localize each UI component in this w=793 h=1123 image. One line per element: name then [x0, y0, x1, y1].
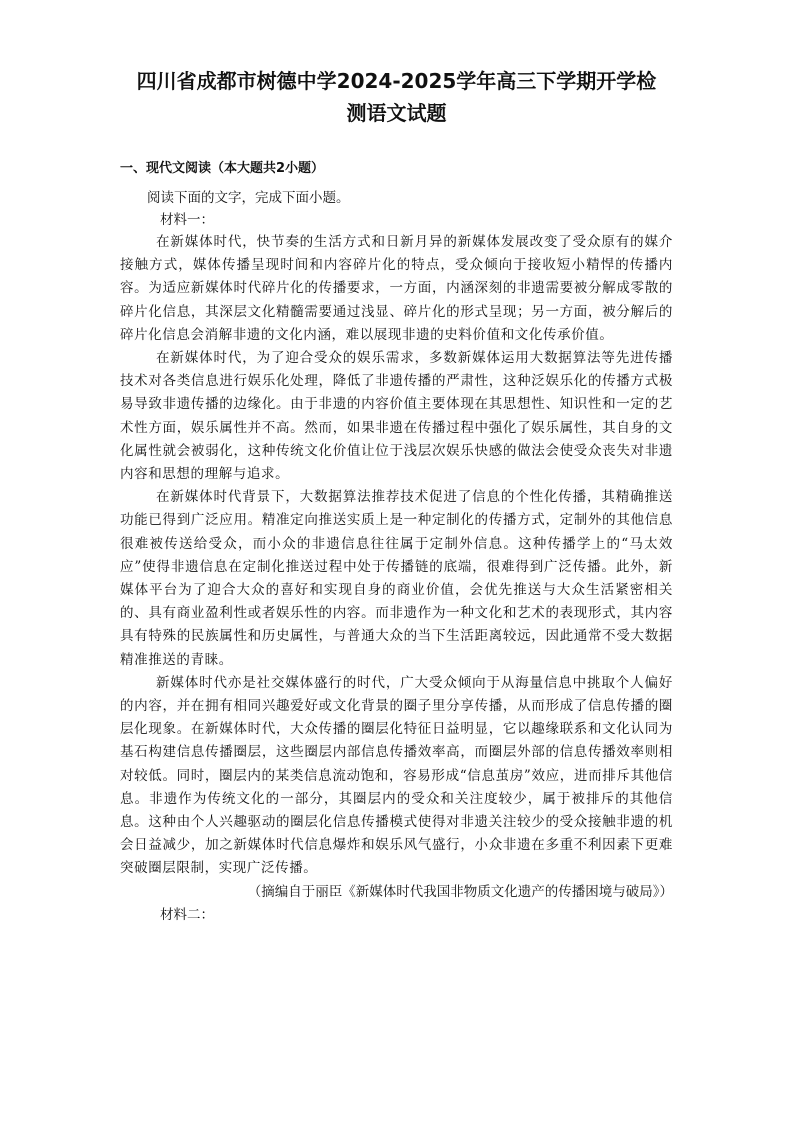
title-line-1: 四川省成都市树德中学2024-2025学年高三下学期开学检 — [136, 69, 657, 93]
paragraph-1: 在新媒体时代，快节奏的生活方式和日新月异的新媒体发展改变了受众原有的媒介接触方式，媒体传播呈现时间和内容碎片化的特点，受众倾向于接收短小精悍的传播内容。为适应新媒体时代碎片化的传播要求，一方面，内涵深刻的非遗需要被分解成零散的碎片化信息，其深层文化精髓需要通过浅显、碎片化的形式呈现；另一方面，被分解后的碎片化信息会消解非遗的文化内涵，难以展现非遗的史料价值和文化传承价值。 — [120, 234, 673, 343]
paragraph-4: 新媒体时代亦是社交媒体盛行的时代，广大受众倾向于从海量信息中挑取个人偏好的内容，并在拥有相同兴趣爱好或文化背景的圈子里分享传播，从而形成了信息传播的圈层化现象。在新媒体时代，大众传播的圈层化特征日益明显，它以趣缘联系和文化认同为基石构建信息传播圈层，这些圈层内部信息传播效率高，而圈层外部的信息传播效率则相对较低。同时，圈层内的某类信息流动饱和，容易形成“信息茧房”效应，进而排斥其他信息。非遗作为传统文化的一部分，其圈层内的受众和关注度较少，属于被排斥的其他信息。这种由个人兴趣驱动的圈层化信息传播模式使得对非遗关注较少的受众接触非遗的机会日益减少，加之新媒体时代信息爆炸和娱乐风气盛行，小众非遗在多重不利因素下更难突破圈层限制，实现广泛传播。 — [120, 674, 673, 877]
material-2-label: 材料二： — [160, 906, 214, 923]
reading-instruction: 阅读下面的文字，完成下面小题。 — [147, 190, 350, 206]
document-title — [120, 65, 673, 129]
source-citation: （摘编自于丽臣《新媒体时代我国非物质文化遗产的传播困境与破局》） — [247, 883, 673, 900]
paragraph-3: 在新媒体时代背景下，大数据算法推荐技术促进了信息的个性化传播，其精确推送功能已得到广泛应用。精准定向推送实质上是一种定制化的传播方式，定制外的其他信息很难被传送给受众，而小众的非遗信息往往属于定制外信息。这种传播学上的“马太效应”使得非遗信息在定制化推送过程中处于传播链的底端，很难得到广泛传播。此外，新媒体平台为了迎合大众的喜好和实现自身的商业价值，会优先推送与大众生活紧密相关的、具有商业盈利性或者娱乐性的内容。而非遗作为一种文化和艺术的表现形式，其内容具有特殊的民族属性和历史属性，与普通大众的当下生活距离较远，因此通常不受大数据精准推送的青睐。 — [120, 489, 673, 668]
title-line-2: 测语文试题 — [346, 101, 447, 125]
material-1-label: 材料一： — [160, 212, 214, 228]
section-heading: 一、现代文阅读（本大题共2小题） — [120, 161, 325, 176]
paragraph-2: 在新媒体时代，为了迎合受众的娱乐需求，多数新媒体运用大数据算法等先进传播技术对各类信息进行娱乐化处理，降低了非遗传播的严肃性，这种泛娱乐化的传播方式极易导致非遗传播的边缘化。由于非遗的内容价值主要体现在其思想性、知识性和一定的艺术性方面，娱乐属性并不高。然而，如果非遗在传播过程中强化了娱乐属性，其自身的文化属性就会被弱化，这种传统文化价值让位于浅层次娱乐快感的做法会使受众丧失对非遗内容和思想的理解与追求。 — [120, 350, 673, 483]
